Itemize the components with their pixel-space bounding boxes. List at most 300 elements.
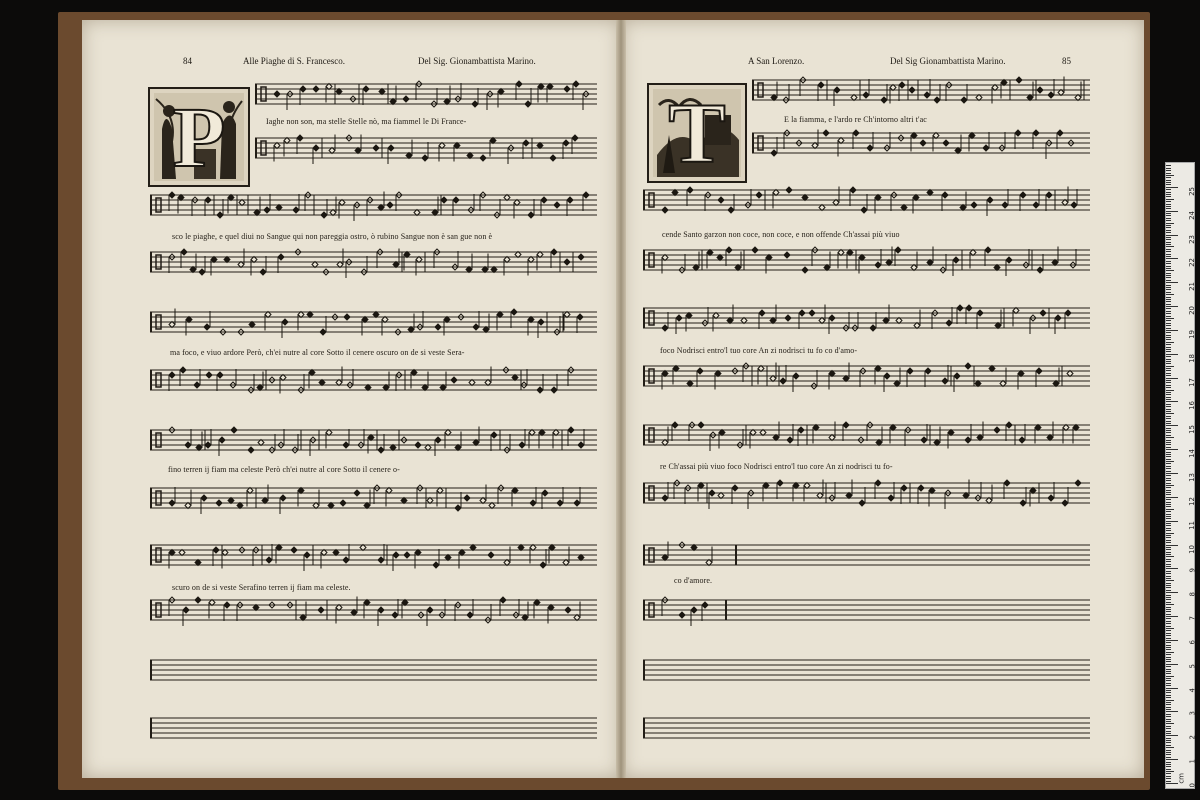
music-staff [150, 485, 597, 515]
ruler-tick [1166, 394, 1171, 395]
ruler-tick [1166, 266, 1171, 267]
ruler-tick [1166, 347, 1171, 348]
ruler-tick [1166, 652, 1174, 653]
ruler-tick [1166, 776, 1171, 777]
ruler-tick [1166, 201, 1171, 202]
ruler-tick [1166, 213, 1171, 214]
ruler-tick [1166, 700, 1174, 701]
ruler-tick [1166, 230, 1171, 231]
ruler-tick [1166, 673, 1171, 674]
ruler-tick [1166, 533, 1174, 534]
ruler-tick [1166, 311, 1171, 312]
ruler-tick [1166, 547, 1171, 548]
ruler-tick [1166, 263, 1171, 264]
ruler-tick [1166, 359, 1171, 360]
ruler-tick [1166, 442, 1171, 443]
ruler-tick [1166, 742, 1171, 743]
ruler-tick [1166, 435, 1171, 436]
ruler-tick [1166, 702, 1171, 703]
ruler-tick [1166, 287, 1171, 288]
ruler-tick [1166, 537, 1171, 538]
ruler-tick [1166, 499, 1171, 500]
ruler-tick [1166, 766, 1171, 767]
music-staff [643, 187, 1090, 217]
ruler-tick [1166, 232, 1171, 233]
ruler-tick [1166, 189, 1171, 190]
ruler-number: 12 [1188, 496, 1196, 506]
empty-staff [735, 545, 1090, 565]
ruler-tick [1166, 430, 1171, 431]
ruler-tick [1166, 196, 1171, 197]
ruler-tick [1166, 251, 1171, 252]
ruler-tick [1166, 208, 1171, 209]
ruler-tick [1166, 573, 1171, 574]
lyric-line: scuro on de si veste Serafino terren ij fiam ma celeste. [172, 583, 351, 592]
ruler-tick [1166, 211, 1178, 212]
ruler-tick [1166, 611, 1171, 612]
ruler-tick [1166, 282, 1178, 283]
ruler-tick [1166, 692, 1171, 693]
music-staff [150, 309, 597, 339]
ruler-tick [1166, 709, 1171, 710]
lyric-line: fino terren ij fiam ma celeste Però ch'ei nutre al core Sotto il cenere o- [168, 465, 400, 474]
ruler-tick [1166, 177, 1171, 178]
ruler-tick [1166, 328, 1171, 329]
music-staff [150, 597, 597, 627]
ruler-tick [1166, 332, 1171, 333]
ruler-tick [1166, 587, 1171, 588]
ruler-tick [1166, 363, 1171, 364]
ruler-tick [1166, 299, 1171, 300]
ruler-tick [1166, 406, 1171, 407]
ruler-tick [1166, 323, 1171, 324]
ruler-tick [1166, 492, 1171, 493]
ruler-tick [1166, 683, 1171, 684]
ruler-tick [1166, 175, 1174, 176]
ruler-tick [1166, 351, 1171, 352]
ruler-tick [1166, 285, 1171, 286]
ruler-tick [1166, 750, 1171, 751]
ruler-number: 10 [1188, 544, 1196, 554]
ruler-tick [1166, 757, 1171, 758]
ruler-tick [1166, 485, 1174, 486]
ruler-tick [1166, 339, 1171, 340]
ruler-tick [1166, 571, 1171, 572]
ruler-tick [1166, 518, 1171, 519]
ruler-tick [1166, 576, 1171, 577]
ruler-tick [1166, 277, 1171, 278]
ruler-tick [1166, 378, 1178, 379]
ruler-tick [1166, 540, 1171, 541]
ruler-tick [1166, 170, 1171, 171]
ruler-tick [1166, 215, 1171, 216]
ruler-tick [1166, 602, 1171, 603]
ruler-tick [1166, 654, 1171, 655]
ruler-tick [1166, 592, 1178, 593]
ruler-tick [1166, 585, 1171, 586]
ruler-tick [1166, 616, 1178, 617]
ruler-tick [1166, 664, 1178, 665]
ruler-tick [1166, 301, 1171, 302]
ruler-tick [1166, 506, 1171, 507]
ruler-tick [1166, 404, 1171, 405]
ruler-tick [1166, 373, 1171, 374]
ruler-tick [1166, 452, 1171, 453]
ruler-tick [1166, 633, 1171, 634]
ruler-tick [1166, 752, 1171, 753]
ruler-tick [1166, 657, 1171, 658]
ruler-tick [1166, 411, 1171, 412]
ruler-tick [1166, 242, 1171, 243]
ruler-tick [1166, 273, 1171, 274]
ruler-number: 14 [1188, 449, 1196, 459]
ruler-tick [1166, 246, 1174, 247]
ruler-number: 9 [1188, 568, 1196, 573]
ruler-tick [1166, 292, 1171, 293]
ruler-number: 8 [1188, 592, 1196, 597]
ruler-tick [1166, 490, 1171, 491]
ruler-tick [1166, 258, 1178, 259]
ruler-tick [1166, 423, 1171, 424]
ruler-tick [1166, 223, 1174, 224]
ruler-tick [1166, 225, 1171, 226]
ruler-tick [1166, 614, 1171, 615]
ruler-tick [1166, 416, 1171, 417]
ruler-number: 2 [1188, 735, 1196, 740]
ruler-tick [1166, 237, 1171, 238]
ruler-tick [1166, 428, 1171, 429]
ruler-tick [1166, 418, 1171, 419]
ruler-tick [1166, 330, 1178, 331]
ruler-tick [1166, 595, 1171, 596]
ruler-tick [1166, 678, 1171, 679]
ruler-tick [1166, 475, 1171, 476]
initial-letter: T [668, 85, 726, 181]
ruler-tick [1166, 542, 1171, 543]
ruler-number: 3 [1188, 711, 1196, 716]
ruler-tick [1166, 306, 1178, 307]
ruler-tick [1166, 165, 1171, 166]
ruler-number: 6 [1188, 639, 1196, 645]
music-staff [643, 363, 1090, 393]
ruler-tick [1166, 740, 1171, 741]
ruler-tick [1166, 425, 1178, 426]
ruler-tick [1166, 738, 1171, 739]
ruler-tick [1166, 459, 1171, 460]
ruler-tick [1166, 676, 1174, 677]
ruler-tick [1166, 642, 1171, 643]
ruler-tick [1166, 478, 1171, 479]
ruler-tick [1166, 781, 1171, 782]
ruler-tick [1166, 556, 1174, 557]
ruler-tick [1166, 714, 1171, 715]
ruler-tick [1166, 647, 1171, 648]
ruler-tick [1166, 368, 1171, 369]
ruler-tick [1166, 635, 1171, 636]
ruler-tick [1166, 480, 1171, 481]
ruler-tick [1166, 661, 1171, 662]
ruler-number: 21 [1188, 282, 1196, 292]
ruler-tick [1166, 173, 1171, 174]
ruler-tick [1166, 466, 1171, 467]
ruler-tick [1166, 463, 1171, 464]
ruler-tick [1166, 184, 1171, 185]
ruler-tick [1166, 697, 1171, 698]
ruler-number: 7 [1188, 616, 1196, 621]
ruler-tick [1166, 645, 1171, 646]
ruler-tick [1166, 690, 1171, 691]
ruler-tick [1166, 168, 1171, 169]
ruler-tick [1166, 764, 1171, 765]
ruler-tick [1166, 552, 1171, 553]
ruler-tick [1166, 773, 1171, 774]
music-staff [150, 544, 597, 571]
ruler-tick [1166, 604, 1174, 605]
ruler-tick [1166, 218, 1171, 219]
ruler-number: 4 [1188, 687, 1196, 693]
ruler-number: 24 [1188, 210, 1196, 220]
ruler-tick [1166, 401, 1178, 402]
left-header-title: Alle Piaghe di S. Francesco. [243, 56, 345, 66]
ruler-tick [1166, 754, 1171, 755]
ruler-tick [1166, 723, 1174, 724]
ruler-tick [1166, 354, 1178, 355]
ruler-tick [1166, 509, 1174, 510]
empty-staff [150, 660, 597, 680]
ruler-tick [1166, 204, 1171, 205]
ruler-tick [1166, 382, 1171, 383]
ruler-tick [1166, 685, 1171, 686]
ruler-unit-label: cm [1178, 773, 1186, 784]
music-staff [643, 480, 1090, 510]
ruler-tick [1166, 549, 1171, 550]
ruler-tick [1166, 220, 1171, 221]
lyric-line: sco le piaghe, e quel diui no Sangue qui non pareggia ostro, ò rubino Sangue non è san gue non è [172, 232, 493, 241]
ruler-tick [1166, 261, 1171, 262]
ruler-tick [1166, 583, 1171, 584]
ruler-tick [1166, 192, 1171, 193]
empty-staff [643, 660, 1090, 680]
ruler-tick [1166, 289, 1171, 290]
initial-letter: P [172, 89, 226, 185]
ruler-tick [1166, 671, 1171, 672]
ruler-tick [1166, 194, 1171, 195]
ruler-tick [1166, 468, 1171, 469]
ruler-tick [1166, 626, 1171, 627]
ruler-tick [1166, 778, 1171, 779]
ruler-tick [1166, 669, 1171, 670]
music-staff [752, 77, 1090, 107]
ruler-tick [1166, 308, 1171, 309]
lyric-line: cende Santo garzon non coce, non coce, e non offende Ch'assai più viuo [662, 230, 900, 239]
ruler-number: 20 [1188, 306, 1196, 315]
ruler-tick [1166, 399, 1171, 400]
ruler-number: 18 [1188, 353, 1196, 363]
ruler-tick [1166, 528, 1171, 529]
ruler-tick [1166, 628, 1174, 629]
ruler-tick [1166, 413, 1174, 414]
ruler-number: 22 [1188, 258, 1196, 268]
ruler-tick [1166, 762, 1171, 763]
ruler-tick [1166, 783, 1178, 784]
ruler-tick [1166, 487, 1171, 488]
music-staff [643, 247, 1090, 277]
ruler-tick [1166, 771, 1174, 772]
ruler-tick [1166, 561, 1171, 562]
ruler-tick [1166, 440, 1171, 441]
music-staff [150, 427, 597, 457]
ruler-tick [1166, 769, 1171, 770]
music-staff [643, 305, 1090, 335]
ruler-tick [1166, 483, 1171, 484]
lyric-line: E la fiamma, e l'ardo re Ch'intorno altri t'ac [784, 115, 927, 124]
ruler-tick [1166, 516, 1171, 517]
lyric-line: co d'amore. [674, 576, 713, 585]
ruler-tick [1166, 521, 1178, 522]
ruler-number: 16 [1188, 401, 1196, 411]
ruler-tick [1166, 649, 1171, 650]
ruler-tick [1166, 621, 1171, 622]
ruler-tick [1166, 497, 1178, 498]
empty-staff [725, 600, 1090, 620]
ruler-tick [1166, 721, 1171, 722]
ruler-tick [1166, 568, 1178, 569]
ruler-tick [1166, 235, 1178, 236]
ruler-tick [1166, 728, 1171, 729]
right-header-title: A San Lorenzo. [748, 56, 805, 66]
ruler-tick [1166, 494, 1171, 495]
music-staff [255, 81, 597, 110]
lyric-line: re Ch'assai più viuo foco Nodrisci entro'l tuo core An zi nodrisci tu fo- [660, 462, 893, 471]
ruler-tick [1166, 704, 1171, 705]
ruler-tick [1166, 449, 1178, 450]
ruler-tick [1166, 392, 1171, 393]
ruler-tick [1166, 716, 1171, 717]
music-staff [643, 597, 725, 626]
ruler-tick [1166, 456, 1171, 457]
ruler-tick [1166, 609, 1171, 610]
ruler-tick [1166, 342, 1174, 343]
right-header-author: Del Sig Gionambattista Marino. [890, 56, 1006, 66]
ruler-tick [1166, 421, 1171, 422]
ruler-tick [1166, 695, 1171, 696]
ruler-tick [1166, 666, 1171, 667]
ruler-tick [1166, 471, 1171, 472]
empty-staff [643, 718, 1090, 738]
ruler-tick [1166, 473, 1178, 474]
ruler-tick [1166, 640, 1178, 641]
ruler-tick [1166, 280, 1171, 281]
ruler-number: 1 [1188, 759, 1196, 764]
ruler-tick [1166, 409, 1171, 410]
ruler-tick [1166, 337, 1171, 338]
measuring-ruler [1165, 162, 1195, 789]
ruler-tick [1166, 397, 1171, 398]
ruler-tick [1166, 623, 1171, 624]
ruler-tick [1166, 254, 1171, 255]
ruler-number: 5 [1188, 663, 1196, 669]
ruler-tick [1166, 545, 1178, 546]
ruler-tick [1166, 511, 1171, 512]
ruler-tick [1166, 554, 1171, 555]
ruler-tick [1166, 747, 1174, 748]
ruler-number: 25 [1188, 186, 1196, 196]
ruler-tick [1166, 630, 1171, 631]
ruler-tick [1166, 578, 1171, 579]
ruler-tick [1166, 366, 1174, 367]
music-staff [643, 542, 735, 566]
ruler-tick [1166, 275, 1171, 276]
ruler-tick [1166, 745, 1171, 746]
ruler-tick [1166, 607, 1171, 608]
ruler-number: 23 [1188, 234, 1196, 244]
ruler-tick [1166, 599, 1171, 600]
ruler-tick [1166, 502, 1171, 503]
ruler-tick [1166, 719, 1171, 720]
ruler-number: 19 [1188, 329, 1196, 339]
ruler-tick [1166, 361, 1171, 362]
ruler-tick [1166, 270, 1174, 271]
ruler-tick [1166, 447, 1171, 448]
music-staff [643, 422, 1090, 452]
ruler-tick [1166, 313, 1171, 314]
ruler-tick [1166, 597, 1171, 598]
empty-staff [150, 718, 597, 738]
music-staff [150, 192, 597, 222]
ruler-tick [1166, 335, 1171, 336]
ruler-tick [1166, 349, 1171, 350]
ruler-number: 17 [1188, 377, 1196, 387]
music-staff [255, 135, 597, 165]
ruler-tick [1166, 297, 1171, 298]
ruler-tick [1166, 344, 1171, 345]
ruler-tick [1166, 735, 1178, 736]
left-page-number: 84 [183, 56, 192, 66]
ruler-tick [1166, 227, 1171, 228]
right-page-number: 85 [1062, 56, 1071, 66]
ruler-tick [1166, 206, 1171, 207]
ruler-tick [1166, 733, 1171, 734]
ruler-tick [1166, 370, 1171, 371]
ruler-tick [1166, 680, 1171, 681]
ruler-tick [1166, 566, 1171, 567]
ruler-tick [1166, 249, 1171, 250]
music-staff [150, 367, 597, 394]
music-staff [150, 249, 597, 279]
ruler-tick [1166, 356, 1171, 357]
ruler-tick [1166, 659, 1171, 660]
left-header-author: Del Sig. Gionambattista Marino. [418, 56, 536, 66]
ruler-tick [1166, 525, 1171, 526]
ruler-tick [1166, 318, 1174, 319]
ruler-tick [1166, 618, 1171, 619]
ruler-tick [1166, 325, 1171, 326]
ruler-number: 15 [1188, 425, 1196, 435]
ruler-tick [1166, 461, 1174, 462]
ruler-tick [1166, 504, 1171, 505]
ruler-tick [1166, 187, 1178, 188]
ruler-tick [1166, 711, 1178, 712]
ruler-tick [1166, 294, 1174, 295]
ruler-tick [1166, 199, 1174, 200]
ruler-tick [1166, 564, 1171, 565]
ruler-tick [1166, 244, 1171, 245]
ruler-tick [1166, 180, 1171, 181]
ruler-tick [1166, 268, 1171, 269]
music-staff [752, 130, 1090, 160]
ruler-tick [1166, 580, 1174, 581]
ruler-tick [1166, 316, 1171, 317]
